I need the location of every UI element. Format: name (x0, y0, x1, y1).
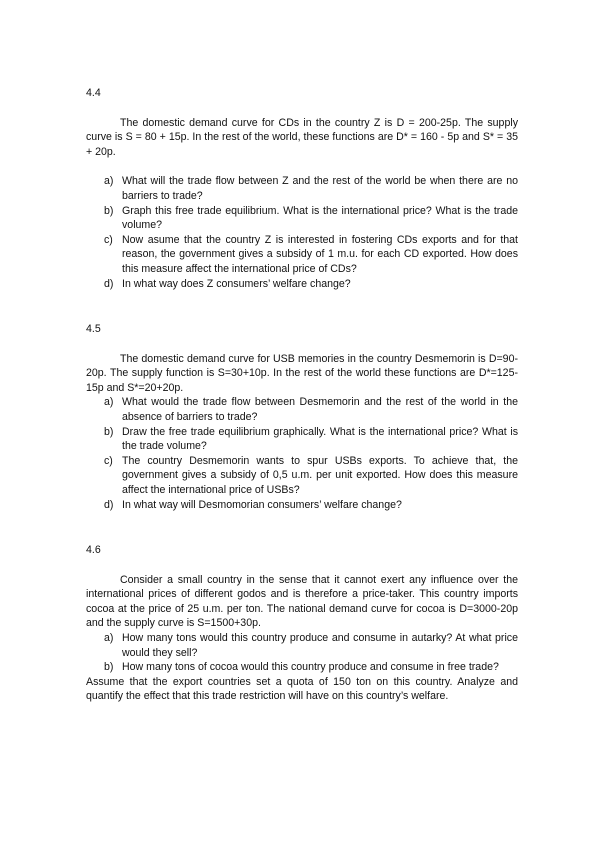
exercise-heading: 4.5 (86, 323, 101, 335)
question-item (86, 425, 518, 454)
question-text: The country Desmemorin wants to spur USBs exports. To achieve that, the government gives a subsidy of 0,5 u.m. per unit exported. How does this measure affect the international price of USBs? (122, 454, 518, 496)
question-text: Now asume that the country Z is interested in fostering CDs exports and for that reason, the government gives a subsidy of 1 m.u. for each CD exported. How does this measure affect the international price of CDs? (122, 233, 518, 275)
question-item (86, 204, 518, 233)
question-marker: b) (104, 661, 114, 674)
question-marker: c) (104, 233, 113, 246)
question-text: Draw the free trade equilibrium graphically. What is the international price? What is the trade volume? (122, 425, 518, 453)
question-text: What will the trade flow between Z and the rest of the world be when there are no barriers to trade? (122, 175, 518, 202)
exercise-intro: Consider a small country in the sense that it cannot exert any influence over the international prices of different godos and is therefore a price-taker. This country imports cocoa at the price of 25 u.m. per ton. The national demand curve for cocoa is D=3000-20p and the supply curve is S=1500+30p. (86, 573, 518, 630)
exercise-heading: 4.4 (86, 87, 101, 99)
question-marker: b) (104, 425, 114, 438)
exercise-intro: The domestic demand curve for CDs in the country Z is D = 200-25p. The supply curve is S = 80 + 15p. In the rest of the world, these functions are D* = 160 - 5p and S* = 35 + 20p. (86, 116, 518, 158)
question-item (86, 631, 518, 660)
question-item (86, 395, 518, 424)
question-item (86, 233, 518, 277)
question-item (86, 277, 518, 292)
question-marker: a) (104, 396, 114, 409)
question-list (86, 174, 518, 291)
question-text: How many tons would this country produce and consume in autarky? At what price would they sell? (122, 631, 518, 659)
question-list (86, 631, 518, 675)
question-item (86, 498, 518, 513)
exercise-heading: 4.6 (86, 544, 101, 556)
question-text: What would the trade flow between Desmemorin and the rest of the world in the absence of barriers to trade? (122, 396, 518, 423)
question-text: In what way will Desmomorian consumers’ welfare change? (122, 498, 402, 511)
exercise-closing: Assume that the export countries set a quota of 150 ton on this country. Analyze and quantify the effect that this trade restriction will have on this country’s welfare. (86, 675, 518, 703)
question-marker: a) (104, 631, 114, 644)
question-text: Graph this free trade equilibrium. What is the international price? What is the trade volume? (122, 204, 518, 232)
exercise-4-6 (86, 543, 518, 704)
question-marker: c) (104, 454, 113, 467)
question-text: How many tons of cocoa would this country produce and consume in free trade? (122, 661, 499, 674)
question-marker: d) (104, 277, 114, 290)
question-item (86, 174, 518, 203)
exercise-4-4 (86, 86, 518, 291)
question-marker: d) (104, 498, 114, 511)
exercise-intro: The domestic demand curve for USB memories in the country Desmemorin is D=90-20p. The supply function is S=30+10p. In the rest of the world these functions are D*=125-15p and S*=20+20p. (86, 352, 518, 394)
question-text: In what way does Z consumers’ welfare change? (122, 277, 351, 290)
question-item (86, 454, 518, 498)
question-marker: a) (104, 175, 114, 188)
question-marker: b) (104, 204, 114, 217)
question-list (86, 395, 518, 512)
question-item (86, 660, 518, 675)
exercise-4-5 (86, 322, 518, 512)
